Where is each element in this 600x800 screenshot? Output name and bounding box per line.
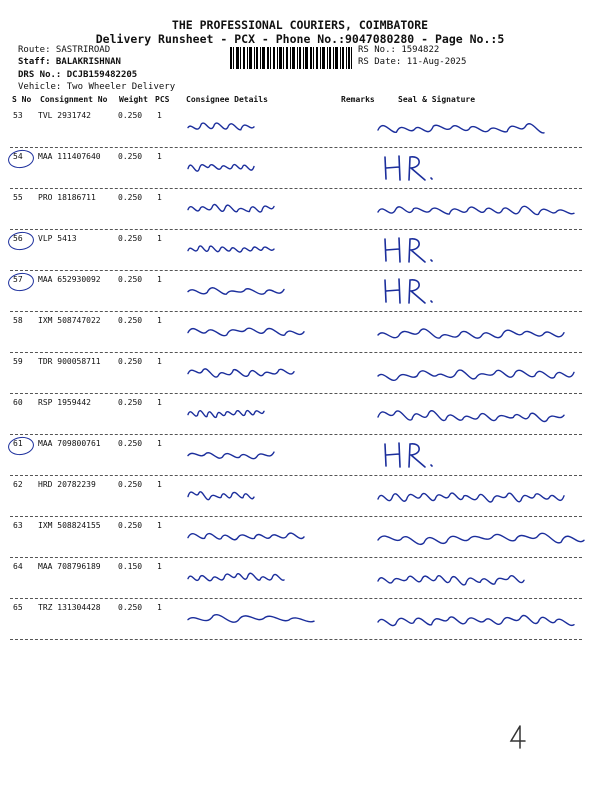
row-sno: 65 bbox=[13, 603, 23, 612]
row-weight: 0.250 bbox=[118, 111, 143, 120]
row-sno: 62 bbox=[13, 480, 23, 489]
row-weight: 0.250 bbox=[118, 357, 143, 366]
consignee-handwriting bbox=[186, 440, 276, 470]
row-consignment: MAA 708796189 bbox=[38, 562, 101, 571]
row-pcs: 1 bbox=[157, 357, 162, 366]
signature-handwriting bbox=[376, 481, 566, 515]
row-pcs: 1 bbox=[157, 193, 162, 202]
row-weight: 0.250 bbox=[118, 234, 143, 243]
consignee-handwriting bbox=[186, 481, 256, 511]
consignee-handwriting bbox=[186, 399, 266, 429]
rs-number: RS No.: 1594822 bbox=[358, 45, 440, 55]
consignee-handwriting bbox=[186, 317, 306, 347]
row-sno: 57 bbox=[13, 275, 23, 284]
row-consignment: HRD 20782239 bbox=[38, 480, 96, 489]
row-weight: 0.250 bbox=[118, 521, 143, 530]
table-header bbox=[0, 95, 600, 107]
row-sno: 56 bbox=[13, 234, 23, 243]
signature-handwriting bbox=[376, 153, 446, 187]
table-row bbox=[0, 271, 600, 312]
row-pcs: 1 bbox=[157, 111, 162, 120]
row-weight: 0.150 bbox=[118, 562, 143, 571]
row-weight: 0.250 bbox=[118, 275, 143, 284]
staff-label: Staff: BALAKRISHNAN bbox=[18, 57, 121, 67]
row-sno: 64 bbox=[13, 562, 23, 571]
company-title: THE PROFESSIONAL COURIERS, COIMBATORE bbox=[171, 18, 429, 32]
table-row bbox=[0, 558, 600, 599]
col-weight: Weight bbox=[119, 95, 148, 104]
consignee-handwriting bbox=[186, 604, 316, 634]
row-weight: 0.250 bbox=[118, 316, 143, 325]
row-consignment: VLP 5413 bbox=[38, 234, 77, 243]
consignee-handwriting bbox=[186, 194, 276, 224]
row-consignment: IXM 508747022 bbox=[38, 316, 101, 325]
row-pcs: 1 bbox=[157, 562, 162, 571]
rs-date: RS Date: 11-Aug-2025 bbox=[358, 57, 467, 67]
consignee-handwriting bbox=[186, 358, 296, 388]
row-sno: 60 bbox=[13, 398, 23, 407]
row-pcs: 1 bbox=[157, 152, 162, 161]
consignee-handwriting bbox=[186, 112, 256, 142]
row-weight: 0.250 bbox=[118, 603, 143, 612]
row-consignment: TDR 900058711 bbox=[38, 357, 101, 366]
row-consignment: MAA 111407640 bbox=[38, 152, 101, 161]
consignee-handwriting bbox=[186, 235, 276, 265]
signature-handwriting bbox=[376, 112, 546, 146]
col-remarks: Remarks bbox=[341, 95, 375, 104]
row-sno: 54 bbox=[13, 152, 23, 161]
row-pcs: 1 bbox=[157, 316, 162, 325]
row-sno: 61 bbox=[13, 439, 23, 448]
route-label: Route: SASTRIROAD bbox=[18, 45, 111, 55]
row-consignment: TRZ 131304428 bbox=[38, 603, 101, 612]
consignee-handwriting bbox=[186, 153, 256, 183]
signature-handwriting bbox=[376, 276, 446, 310]
signature-handwriting bbox=[376, 440, 446, 474]
table-row bbox=[0, 599, 600, 640]
row-pcs: 1 bbox=[157, 480, 162, 489]
row-consignment: MAA 652930092 bbox=[38, 275, 101, 284]
row-pcs: 1 bbox=[157, 521, 162, 530]
table-row bbox=[0, 517, 600, 558]
row-consignment: PRO 18186711 bbox=[38, 193, 96, 202]
signature-handwriting bbox=[376, 194, 576, 228]
row-sno: 59 bbox=[13, 357, 23, 366]
col-pcs: PCS bbox=[155, 95, 170, 104]
row-sno: 63 bbox=[13, 521, 23, 530]
table-row bbox=[0, 148, 600, 189]
table-row bbox=[0, 435, 600, 476]
table-row bbox=[0, 476, 600, 517]
row-consignment: TVL 2931742 bbox=[38, 111, 91, 120]
row-sno: 55 bbox=[13, 193, 23, 202]
col-sno: S No bbox=[12, 95, 32, 104]
consignee-handwriting bbox=[186, 563, 286, 593]
table-row bbox=[0, 107, 600, 148]
consignee-handwriting bbox=[186, 276, 286, 306]
row-weight: 0.250 bbox=[118, 480, 143, 489]
col-consignee: Consignee Details bbox=[186, 95, 268, 104]
row-consignment: IXM 508824155 bbox=[38, 521, 101, 530]
row-consignment: RSP 1959442 bbox=[38, 398, 91, 407]
row-pcs: 1 bbox=[157, 234, 162, 243]
row-consignment: MAA 709800761 bbox=[38, 439, 101, 448]
row-sno: 53 bbox=[13, 111, 23, 120]
row-divider bbox=[10, 639, 582, 640]
col-signature: Seal & Signature bbox=[398, 95, 476, 104]
signature-handwriting bbox=[376, 317, 566, 351]
signature-handwriting bbox=[376, 522, 586, 556]
consignee-handwriting bbox=[186, 522, 306, 552]
signature-handwriting bbox=[376, 235, 446, 269]
row-pcs: 1 bbox=[157, 398, 162, 407]
signature-handwriting bbox=[376, 604, 576, 638]
page-mark bbox=[508, 724, 528, 754]
row-weight: 0.250 bbox=[118, 152, 143, 161]
vehicle-label: Vehicle: Two Wheeler Delivery bbox=[18, 82, 176, 92]
table-row bbox=[0, 189, 600, 230]
table-row bbox=[0, 353, 600, 394]
table-row bbox=[0, 394, 600, 435]
table-row bbox=[0, 312, 600, 353]
signature-handwriting bbox=[376, 358, 576, 392]
signature-handwriting bbox=[376, 563, 526, 597]
row-pcs: 1 bbox=[157, 275, 162, 284]
drs-number: DRS No.: DCJB159482205 bbox=[18, 70, 138, 80]
row-pcs: 1 bbox=[157, 439, 162, 448]
runsheet-subtitle: Delivery Runsheet - PCX - Phone No.:9047080280 - Page No.:5 bbox=[95, 32, 505, 46]
row-sno: 58 bbox=[13, 316, 23, 325]
row-pcs: 1 bbox=[157, 603, 162, 612]
col-consignment: Consignment No bbox=[40, 95, 108, 104]
signature-handwriting bbox=[376, 399, 566, 433]
row-weight: 0.250 bbox=[118, 193, 143, 202]
barcode-image bbox=[230, 47, 352, 69]
row-weight: 0.250 bbox=[118, 398, 143, 407]
row-weight: 0.250 bbox=[118, 439, 143, 448]
table-row bbox=[0, 230, 600, 271]
